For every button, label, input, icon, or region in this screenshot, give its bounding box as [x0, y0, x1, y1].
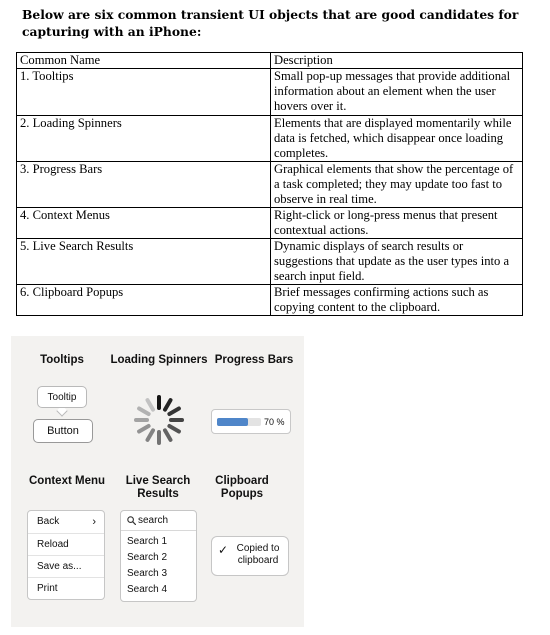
- heading-progress-bars: Progress Bars: [214, 354, 294, 366]
- heading-loading-spinners: Loading Spinners: [110, 354, 208, 366]
- search-result[interactable]: Search 2: [127, 552, 168, 563]
- search-query: search: [138, 515, 169, 526]
- search-input[interactable]: [121, 511, 196, 531]
- heading-clipboard-popups: [207, 475, 277, 501]
- header-common-name: Common Name: [17, 53, 271, 69]
- search-result[interactable]: Search 3: [127, 568, 168, 579]
- menu-item-reload[interactable]: [28, 533, 104, 555]
- row-description: Dynamic displays of search results or suggestions that update as the user types into a search input field.: [271, 239, 523, 285]
- intro-text: Below are six common transient UI objects that are good candidates for capturing with an iPhone:: [22, 7, 519, 39]
- live-search-panel: [120, 510, 197, 602]
- spinner-spoke: [169, 426, 179, 432]
- table-row: [17, 116, 523, 162]
- row-name: 3. Progress Bars: [17, 162, 271, 208]
- table-row: [17, 285, 523, 316]
- row-name: 2. Loading Spinners: [17, 116, 271, 162]
- menu-item-label: Back: [37, 516, 60, 527]
- menu-item-save-as[interactable]: [28, 555, 104, 577]
- clipboard-popup: [211, 536, 289, 576]
- progress-track: [217, 418, 261, 426]
- row-description: Graphical elements that show the percentage of a task completed; they may update too fast to observe in real time.: [271, 162, 523, 208]
- chevron-right-icon: ›: [92, 516, 96, 528]
- menu-item-label: Reload: [37, 539, 69, 550]
- row-description: Brief messages confirming actions such as copying content to the clipboard.: [271, 285, 523, 316]
- row-description: Small pop-up messages that provide additional information about an element when the user hovers over it.: [271, 69, 523, 116]
- row-description: Right-click or long-press menus that present contextual actions.: [271, 208, 523, 239]
- progress-percent: 70 %: [264, 417, 285, 427]
- spinner-spoke: [148, 430, 154, 440]
- table-row: [17, 69, 523, 116]
- spinner-spoke: [165, 430, 171, 440]
- menu-item-print[interactable]: [28, 577, 104, 599]
- menu-item-back[interactable]: [28, 511, 104, 533]
- header-description: Description: [271, 53, 523, 69]
- progress-fill: [217, 418, 248, 426]
- transient-objects-table: [16, 52, 523, 316]
- spinner-spoke: [139, 409, 149, 415]
- table-row: [17, 208, 523, 239]
- transient-ui-figure: [11, 336, 304, 627]
- search-result[interactable]: Search 1: [127, 536, 168, 547]
- heading-live-search-line1: Live Search: [125, 475, 191, 487]
- spinner-spoke: [148, 400, 154, 410]
- progress-bar: [211, 409, 291, 434]
- context-menu: [27, 510, 105, 600]
- search-result[interactable]: Search 4: [127, 584, 168, 595]
- heading-live-search-line2: Results: [137, 488, 179, 500]
- row-description: Elements that are displayed momentarily while data is fetched, which disappear once loading completes.: [271, 116, 523, 162]
- spinner-spoke: [169, 409, 179, 415]
- heading-tooltips: Tooltips: [40, 354, 84, 366]
- table-row: [17, 162, 523, 208]
- row-name: 5. Live Search Results: [17, 239, 271, 285]
- clipboard-line1: Copied to: [236, 543, 280, 554]
- table-row: [17, 239, 523, 285]
- spinner-spoke: [139, 426, 149, 432]
- heading-clipboard-line2: Popups: [220, 488, 264, 500]
- search-icon: [127, 516, 136, 525]
- table-header-row: [17, 53, 523, 69]
- menu-item-label: Print: [37, 583, 58, 594]
- heading-live-search: [117, 475, 199, 501]
- spinner-spoke: [165, 400, 171, 410]
- row-name: 6. Clipboard Popups: [17, 285, 271, 316]
- heading-clipboard-line1: Clipboard: [215, 475, 269, 487]
- loading-spinner-icon: [131, 392, 187, 448]
- menu-item-label: Save as...: [37, 561, 82, 572]
- checkmark-icon: ✓: [218, 543, 229, 557]
- heading-context-menu: Context Menu: [28, 475, 106, 487]
- tooltip-demo: Tooltip: [37, 386, 87, 408]
- clipboard-message: [230, 543, 286, 567]
- demo-button[interactable]: Button: [33, 419, 93, 443]
- clipboard-line2: clipboard: [237, 555, 279, 566]
- row-name: 1. Tooltips: [17, 69, 271, 116]
- row-name: 4. Context Menus: [17, 208, 271, 239]
